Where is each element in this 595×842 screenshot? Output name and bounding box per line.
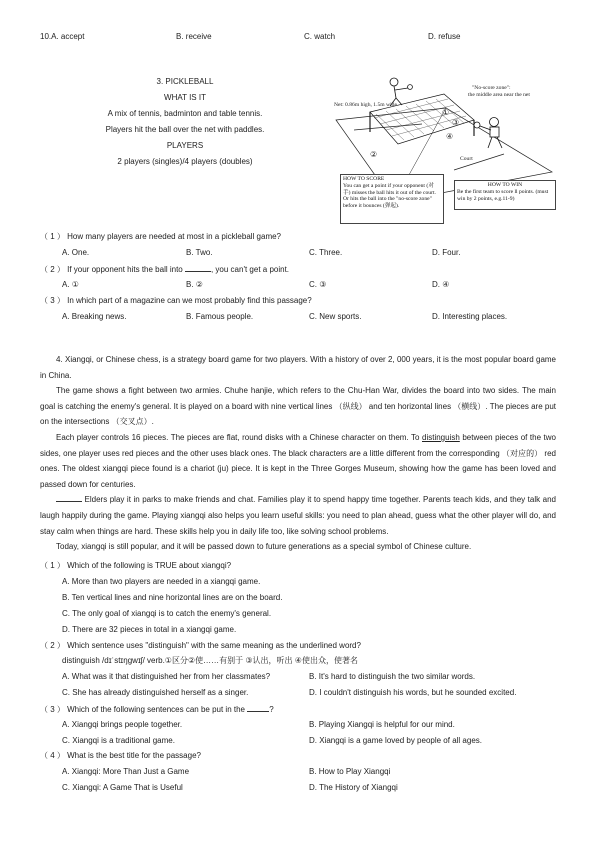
pickleball-desc-1: A mix of tennis, badminton and table tennis.: [107, 109, 263, 118]
pb-q3-option-c: C. New sports.: [309, 312, 362, 321]
xq-paragraph-1: 4. Xiangqi, or Chinese chess, is a strategy board game for two players. With a history of over 2, 000 years, it is the most popular board game in China.: [40, 355, 556, 380]
pb-q3-option-d: D. Interesting places.: [432, 312, 508, 321]
q10-option-c: C. watch: [304, 32, 336, 41]
zone-4-marker: ④: [446, 132, 454, 141]
xq-q3-option-a: A. Xiangqi brings people together.: [62, 720, 183, 729]
pickleball-desc-2: Players hit the ball over the net with paddles.: [105, 125, 265, 134]
xq-paragraph-3: [40, 430, 556, 492]
pb-q3-option-a: A. Breaking news.: [62, 312, 127, 321]
q10-option-a: 10.A. accept: [40, 32, 85, 41]
xq-q4-option-a: A. Xiangqi: More Than Just a Game: [62, 767, 190, 776]
pb-q2-text-end: , you can't get a point.: [210, 265, 290, 274]
how-to-score-title: HOW TO SCORE: [343, 176, 385, 182]
pb-q2-text-start: （ 2 ） If your opponent hits the ball into: [40, 265, 185, 274]
no-score-zone-desc: the middle area near the net: [468, 92, 530, 98]
xq-q2-option-b: B. It's hard to distinguish the two similar words.: [309, 672, 476, 681]
underlined-word-distinguish: distinguish: [422, 432, 460, 442]
pb-q1-option-c: C. Three.: [309, 248, 343, 257]
zone-1-marker: ①: [442, 108, 450, 117]
xq-q3-blank: [247, 703, 269, 712]
pb-q2-blank: [185, 263, 211, 272]
no-score-zone-label: "No-score zone":: [472, 85, 511, 91]
zone-2-marker: ②: [370, 150, 378, 159]
xq-question-4: （ 4 ） What is the best title for the passage?: [40, 751, 201, 760]
q10-option-b: B. receive: [176, 32, 212, 41]
xq-question-1: （ 1 ） Which of the following is TRUE about xiangqi?: [40, 561, 232, 570]
pb-q2-option-c: C. ③: [309, 280, 327, 289]
pb-q2-option-d: D. ④: [432, 280, 450, 289]
xq-q1-option-c: C. The only goal of xiangqi is to catch the enemy's general.: [62, 609, 272, 618]
pb-q1-option-b: B. Two.: [186, 248, 213, 257]
pb-q2-option-b: B. ②: [186, 280, 203, 289]
xq-q4-option-b: B. How to Play Xiangqi: [309, 767, 391, 776]
xq-q1-option-a: A. More than two players are needed in a xiangqi game.: [62, 577, 261, 586]
xq-q3-text-end: ?: [269, 705, 274, 714]
xq-question-3: [40, 703, 274, 715]
how-to-score-box: [340, 174, 444, 224]
how-to-win-box: [454, 180, 556, 210]
xq-paragraph-4: [40, 492, 556, 539]
pickleball-court-illustration: [334, 74, 556, 224]
xq-p4-text: Elders play it in parks to make friends and chat. Families play it to spend happy time together. Parents teach kids, and they talk and laugh happily during the game. Playing xiangqi also helps you learn useful skills: you need to plan ahead, guess what the other player will do, and stay calm when things are hard. These skills help you in daily life too, like solving school problems.: [40, 495, 556, 536]
pickleball-what-heading: WHAT IS IT: [164, 93, 206, 102]
xq-q4-option-c: C. Xiangqi: A Game That is Useful: [62, 783, 183, 792]
xq-q3-option-b: B. Playing Xiangqi is helpful for our mind.: [309, 720, 455, 729]
xq-p3-end: between pieces of the two sides, one player uses red pieces and the other uses black ones. The black characters are a little different from the corresponding （对应的） red ones. The oldest xiangqi piece found is a chariot (ju) piece. It is kept in the Three Gorges Museum, showing how the game has been loved and passed down for centuries.: [40, 432, 556, 489]
pb-question-3: （ 3 ） In which part of a magazine can we most probably find this passage?: [40, 296, 312, 305]
court-label: Court: [460, 156, 473, 162]
xiangqi-passage: [40, 352, 556, 555]
xq-paragraph-5: Today, xiangqi is still popular, and it will be passed down to future generations as a special symbol of Chinese culture.: [56, 542, 472, 552]
pb-q1-option-d: D. Four.: [432, 248, 461, 257]
xq-q1-option-b: B. Ten vertical lines and nine horizontal lines are on the board.: [62, 593, 283, 602]
pickleball-players-line: 2 players (singles)/4 players (doubles): [117, 157, 253, 166]
q10-option-d: D. refuse: [428, 32, 461, 41]
how-to-score-text: You can get a point if your opponent (对手) misses the ball hits it out of the court. Or hits the ball into the "no-score zone" before it bounces (弹起).: [343, 182, 436, 210]
pb-q2-option-a: A. ①: [62, 280, 79, 289]
xq-question-2: （ 2 ） Which sentence uses "distinguish" with the same meaning as the underlined word?: [40, 641, 361, 650]
net-label: Net: 0.86m high, 1.5m wide: [334, 102, 397, 108]
xq-q3-option-c: C. Xiangqi is a traditional game.: [62, 736, 175, 745]
pb-question-2: [40, 263, 289, 275]
xq-q3-option-d: D. Xiangqi is a game loved by people of all ages.: [309, 736, 482, 745]
pb-question-1: （ 1 ） How many players are needed at most in a pickleball game?: [40, 232, 282, 241]
xq-p4-blank: [56, 493, 82, 502]
xq-p3-start: Each player controls 16 pieces. The pieces are flat, round disks with a Chinese character on them. To: [56, 432, 422, 442]
xq-q2-option-d: D. I couldn't distinguish his words, but he sounded excited.: [309, 688, 517, 697]
xq-q4-option-d: D. The History of Xiangqi: [309, 783, 398, 792]
pb-q3-option-b: B. Famous people.: [186, 312, 254, 321]
xq-q1-option-d: D. There are 32 pieces in total in a xiangqi game.: [62, 625, 237, 634]
pickleball-players-heading: PLAYERS: [166, 141, 204, 150]
zone-3-marker: ③: [452, 118, 460, 127]
how-to-win-title: HOW TO WIN: [487, 182, 523, 188]
xq-paragraph-2: The game shows a fight between two armies. Chuhe hanjie, which refers to the Chu-Han War, divides the board into two sides. The main goal is catching the enemy's general. It is played on a board with nine vertical lines （纵线） and ten horizontal lines （横线）. The pieces are put on the intersections （交叉点）.: [40, 386, 557, 427]
distinguish-definition: distinguish /dɪˈstɪŋɡwɪʃ/ verb.①区分②使……有别于 ③认出，听出 ④使出众，使著名: [62, 656, 358, 665]
pickleball-heading: 3. PICKLEBALL: [156, 77, 214, 86]
pb-q1-option-a: A. One.: [62, 248, 90, 257]
xq-q2-option-c: C. She has already distinguished herself as a singer.: [62, 688, 249, 697]
xq-q2-option-a: A. What was it that distinguished her from her classmates?: [62, 672, 271, 681]
how-to-win-text: Be the first team to score ll points. (must win by 2 points, e.g.11-9): [457, 188, 549, 202]
xq-q3-text-start: （ 3 ） Which of the following sentences can be put in the: [40, 705, 248, 714]
